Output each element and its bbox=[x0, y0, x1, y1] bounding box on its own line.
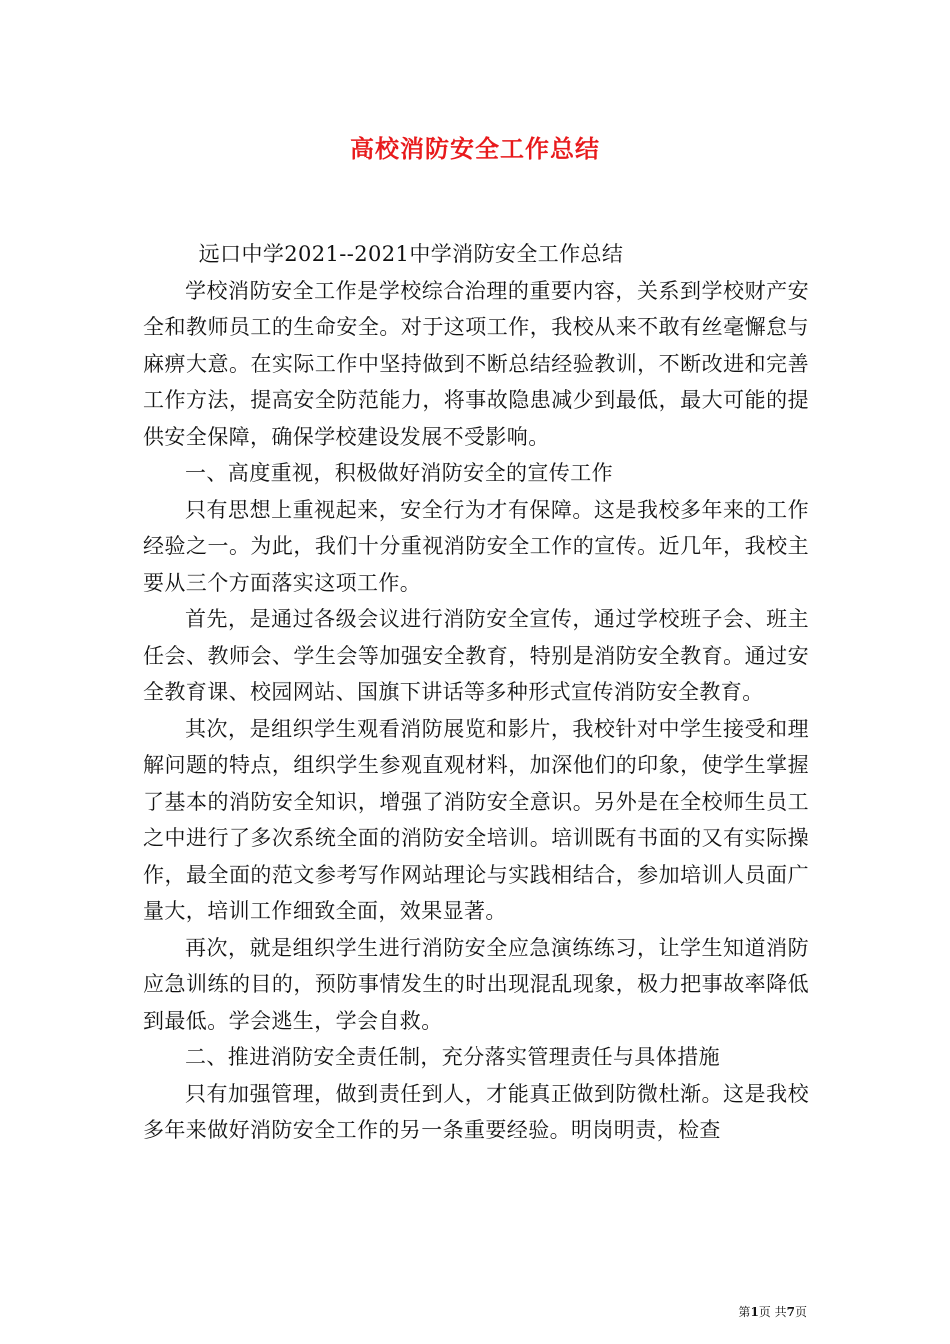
paragraph-intro: 学校消防安全工作是学校综合治理的重要内容，关系到学校财产安全和教师员工的生命安全。对于这项工作，我校从来不敢有丝毫懈怠与麻痹大意。在实际工作中坚持做到不断总结经验教训，不断改进和完善工作方法，提高安全防范能力，将事故隐患减少到最低，最大可能的提供安全保障，确保学校建设发展不受影响。 bbox=[143, 278, 809, 449]
footer-suffix: 页 bbox=[794, 1305, 807, 1319]
paragraph-first-measure: 首先，是通过各级会议进行消防安全宣传，通过学校班子会、班主任会、教师会、学生会等加强安全教育，特别是消防安全教育。通过安全教育课、校园网站、国旗下讲话等多种形式宣传消防安全教育。 bbox=[143, 607, 809, 704]
paragraph-section1-intro: 只有思想上重视起来，安全行为才有保障。这是我校多年来的工作经验之一。为此，我们十分重视消防安全工作的宣传。近几年，我校主要从三个方面落实这项工作。 bbox=[143, 497, 809, 595]
footer-middle: 页 共 bbox=[758, 1305, 787, 1319]
footer-current-page: 1 bbox=[750, 1305, 759, 1319]
section-heading-2: 二、推进消防安全责任制，充分落实管理责任与具体措施 bbox=[185, 1045, 720, 1069]
footer-prefix: 第 bbox=[738, 1305, 751, 1319]
section-heading-1: 一、高度重视，积极做好消防安全的宣传工作 bbox=[185, 461, 613, 485]
document-body bbox=[143, 236, 809, 1149]
paragraph-second-measure: 其次，是组织学生观看消防展览和影片，我校针对中学生接受和理解问题的特点，组织学生参观直观材料，加深他们的印象，使学生掌握了基本的消防安全知识，增强了消防安全意识。另外是在全校师生员工之中进行了多次系统全面的消防安全培训。培训既有书面的又有实际操作，最全面的范文参考写作网站理论与实践相结合，参加培训人员面广量大，培训工作细致全面，效果显著。 bbox=[143, 716, 809, 923]
paragraph-section2-intro: 只有加强管理，做到责任到人，才能真正做到防微杜渐。这是我校多年来做好消防安全工作的另一条重要经验。明岗明责，检查 bbox=[143, 1081, 809, 1142]
page-number-footer bbox=[738, 1304, 807, 1320]
footer-total-pages: 7 bbox=[786, 1305, 795, 1319]
document-title: 高校消防安全工作总结 bbox=[350, 134, 600, 163]
paragraph-third-measure: 再次，就是组织学生进行消防安全应急演练练习，让学生知道消防应急训练的目的，预防事情发生的时出现混乱现象，极力把事故率降低到最低。学会逃生，学会自救。 bbox=[143, 935, 809, 1033]
document-subtitle: 远口中学2021--2021中学消防安全工作总结 bbox=[198, 242, 624, 266]
